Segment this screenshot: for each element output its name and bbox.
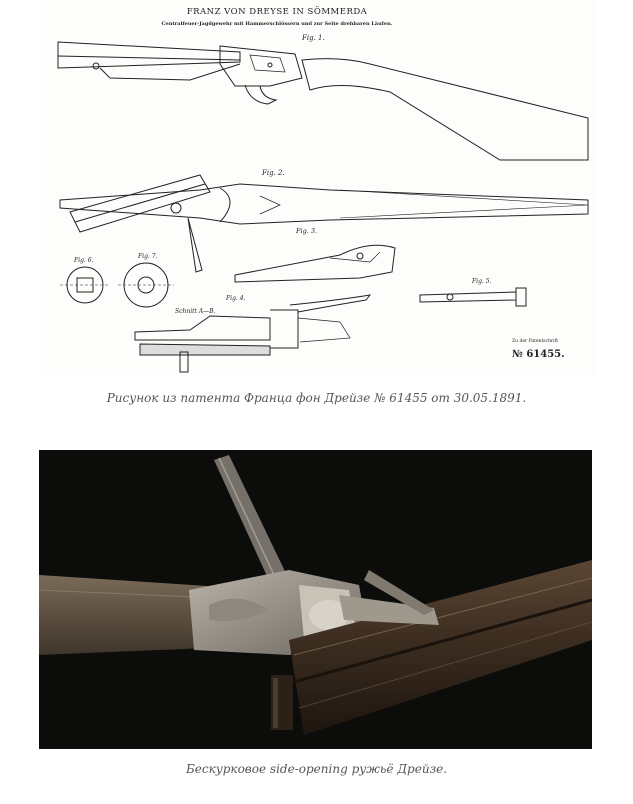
patent-number: № 61455. (512, 349, 565, 360)
gun-photo (39, 450, 592, 749)
patent-header-description: Centralfeuer-Jagdgewehr mit Hammerschlössern und zur Seite drehbaren Läufen. (161, 21, 393, 27)
fig3-label: Fig. 3. (296, 227, 318, 235)
fig7-label: Fig. 7. (138, 253, 158, 260)
fig1-label: Fig. 1. (302, 34, 325, 42)
patent-reference-note: Zu der Patentschrift (512, 339, 559, 344)
patent-drawing (40, 0, 595, 375)
fig1-drawing (58, 42, 588, 160)
fig2-label: Fig. 2. (262, 169, 285, 177)
patent-caption: Рисунок из патента Франца фон Дрейзе № 61455 от 30.05.1891. (106, 391, 527, 405)
fig5-drawing (420, 288, 526, 306)
fig5-label: Fig. 5. (472, 278, 492, 285)
photo-caption: Бескурковое side-opening ружьё Дрейзе. (185, 762, 448, 776)
fig4-drawing (135, 295, 370, 372)
patent-header-name: FRANZ VON DREYSE IN SÖMMERDA (186, 7, 368, 17)
fig7-drawing (118, 263, 174, 307)
fig3-drawing (235, 245, 395, 282)
fig6-drawing (60, 267, 110, 303)
fig4-label: Fig. 4. (226, 295, 246, 302)
fig6-label: Fig. 6. (74, 257, 94, 264)
section-label: Schnitt A—B. (175, 308, 216, 315)
